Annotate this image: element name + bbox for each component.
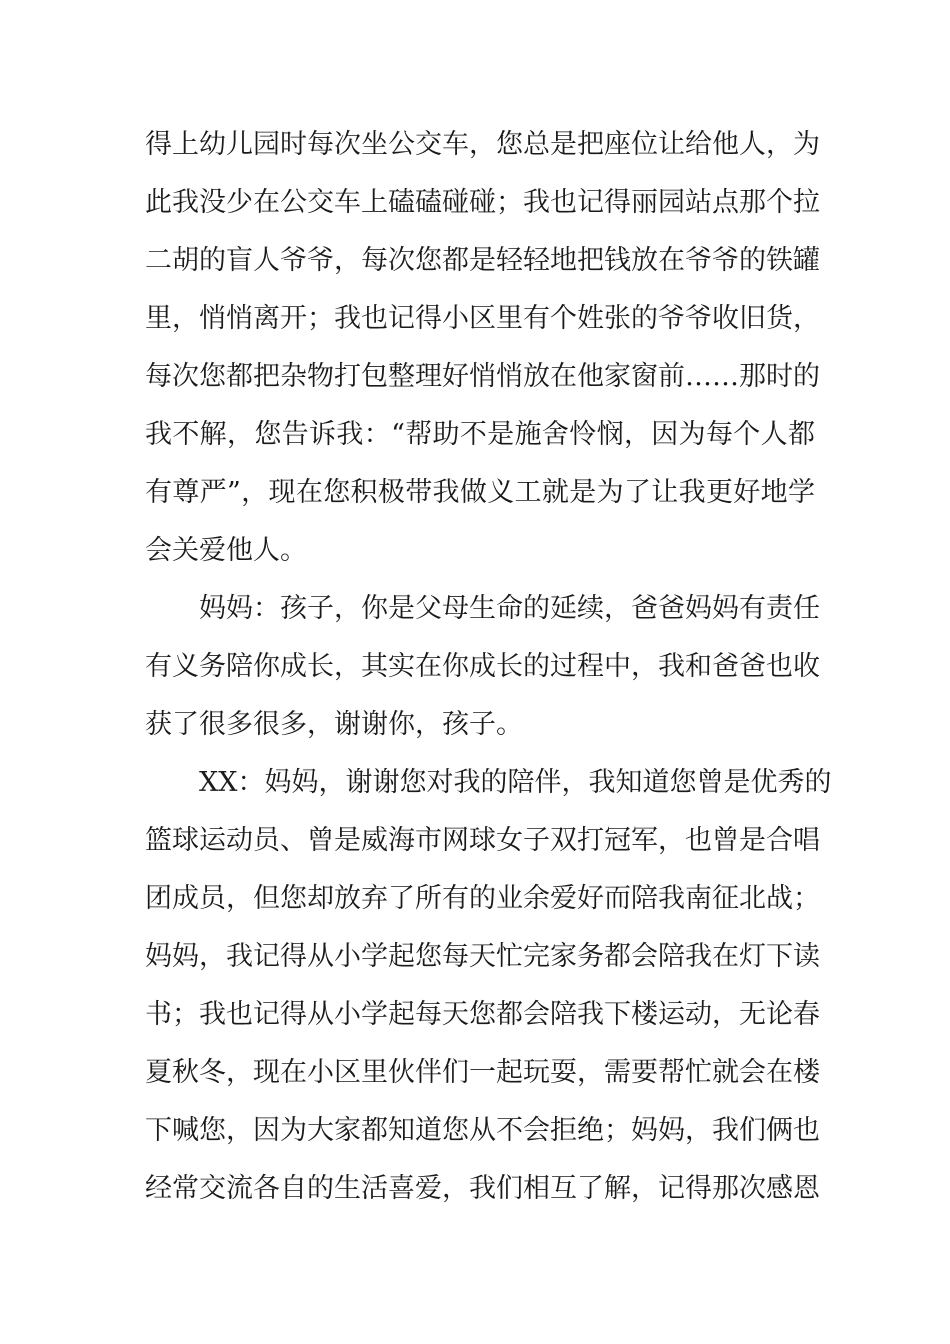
text-line: 里，悄悄离开；我也记得小区里有个姓张的爷爷收旧货，: [145, 303, 820, 334]
text-line: 每次您都把杂物打包整理好悄悄放在他家窗前……那时的: [145, 361, 820, 392]
paragraph-start-line: 妈妈：孩子，你是父母生命的延续，爸爸妈妈有责任: [199, 593, 820, 624]
text-line: 有义务陪你成长，其实在你成长的过程中，我和爸爸也收: [145, 651, 820, 682]
text-line: 我不解，您告诉我：“帮助不是施舍怜悯，因为每个人都: [145, 419, 815, 450]
text-line: 会关爱他人。: [145, 535, 307, 566]
text-line: 书；我也记得从小学起每天您都会陪我下楼运动，无论春: [145, 999, 820, 1030]
text-line: 得上幼儿园时每次坐公交车，您总是把座位让给他人，为: [145, 129, 820, 160]
paragraph-start-line: XX：妈妈，谢谢您对我的陪伴，我知道您曾是优秀的: [199, 767, 832, 798]
text-line: 妈妈，我记得从小学起您每天忙完家务都会陪我在灯下读: [145, 941, 820, 972]
text-line: 篮球运动员、曾是威海市网球女子双打冠军，也曾是合唱: [145, 825, 820, 856]
text-line: 经常交流各自的生活喜爱，我们相互了解，记得那次感恩: [145, 1173, 820, 1204]
text-line: 此我没少在公交车上磕磕碰碰；我也记得丽园站点那个拉: [145, 187, 820, 218]
text-line: 获了很多很多，谢谢你，孩子。: [145, 709, 523, 740]
text-line: 二胡的盲人爷爷，每次您都是轻轻地把钱放在爷爷的铁罐: [145, 245, 820, 276]
text-line: 下喊您，因为大家都知道您从不会拒绝；妈妈，我们俩也: [145, 1115, 820, 1146]
body-text: [145, 116, 832, 1218]
text-line: 有尊严”，现在您积极带我做义工就是为了让我更好地学: [145, 477, 815, 508]
text-line: 团成员，但您却放弃了所有的业余爱好而陪我南征北战；: [145, 883, 820, 914]
text-line: 夏秋冬，现在小区里伙伴们一起玩耍，需要帮忙就会在楼: [145, 1057, 820, 1088]
